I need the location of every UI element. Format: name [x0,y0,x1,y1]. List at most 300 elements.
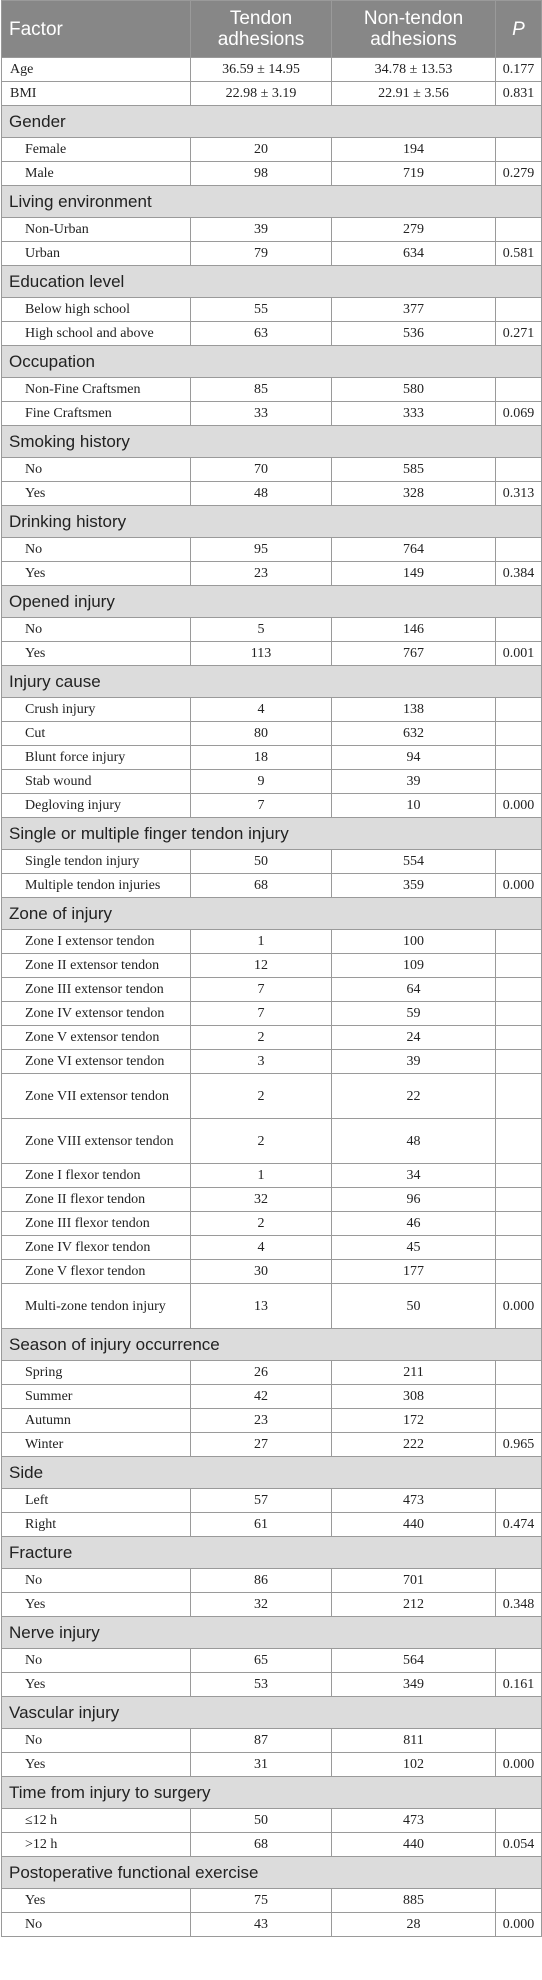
row-label: Blunt force injury [2,746,191,770]
group-label: Fracture [2,1537,542,1569]
p-value-cell [496,458,542,482]
tendon-adhesions-cell: 87 [191,1729,332,1753]
table-row [2,1569,542,1593]
table-row [2,618,542,642]
non-tendon-adhesions-cell: 279 [332,218,496,242]
row-label: Single tendon injury [2,850,191,874]
row-label: Zone IV flexor tendon [2,1236,191,1260]
table-row [2,298,542,322]
table-row [2,1236,542,1260]
p-value-cell: 0.000 [496,794,542,818]
table-row [2,322,542,346]
non-tendon-adhesions-cell: 212 [332,1593,496,1617]
row-label: >12 h [2,1833,191,1857]
p-value-cell: 0.348 [496,1593,542,1617]
non-tendon-adhesions-cell: 94 [332,746,496,770]
tendon-adhesions-cell: 23 [191,1409,332,1433]
p-value-cell [496,954,542,978]
p-value-cell [496,1260,542,1284]
table-row [2,82,542,106]
tendon-adhesions-cell: 31 [191,1753,332,1777]
p-value-cell [496,1889,542,1913]
table-row [2,1673,542,1697]
table-row [2,1361,542,1385]
non-tendon-adhesions-cell: 222 [332,1433,496,1457]
row-label: Cut [2,722,191,746]
row-label: Multi-zone tendon injury [2,1284,191,1329]
row-label: Summer [2,1385,191,1409]
table-row [2,874,542,898]
table-row [2,458,542,482]
row-label: Zone III extensor tendon [2,978,191,1002]
non-tendon-adhesions-cell: 701 [332,1569,496,1593]
non-tendon-adhesions-cell: 194 [332,138,496,162]
row-label: Yes [2,1673,191,1697]
row-label: Zone V flexor tendon [2,1260,191,1284]
tendon-adhesions-cell: 65 [191,1649,332,1673]
table-row [2,978,542,1002]
p-value-cell [496,930,542,954]
row-label: Zone III flexor tendon [2,1212,191,1236]
tendon-adhesions-cell: 13 [191,1284,332,1329]
group-header-row [2,186,542,218]
non-tendon-adhesions-cell: 328 [332,482,496,506]
non-tendon-adhesions-cell: 349 [332,1673,496,1697]
group-header-row [2,586,542,618]
group-header-row [2,266,542,298]
p-value-cell: 0.001 [496,642,542,666]
p-value-cell [496,698,542,722]
p-value-cell [496,1361,542,1385]
table-row [2,1188,542,1212]
row-label: Urban [2,242,191,266]
p-value-cell [496,298,542,322]
table-row [2,1074,542,1119]
group-label: Season of injury occurrence [2,1329,542,1361]
row-label: Yes [2,642,191,666]
non-tendon-adhesions-cell: 48 [332,1119,496,1164]
header-non-tendon-adhesions: Non-tendon adhesions [332,1,496,58]
non-tendon-adhesions-cell: 564 [332,1649,496,1673]
non-tendon-adhesions-cell: 39 [332,1050,496,1074]
group-label: Single or multiple finger tendon injury [2,818,542,850]
non-tendon-adhesions-cell: 28 [332,1913,496,1937]
non-tendon-adhesions-cell: 46 [332,1212,496,1236]
non-tendon-adhesions-cell: 146 [332,618,496,642]
tendon-adhesions-cell: 26 [191,1361,332,1385]
table-row [2,770,542,794]
table-row [2,1809,542,1833]
non-tendon-adhesions-cell: 634 [332,242,496,266]
non-tendon-adhesions-cell: 22 [332,1074,496,1119]
tendon-adhesions-cell: 9 [191,770,332,794]
group-header-row [2,426,542,458]
p-value-cell [496,1729,542,1753]
tendon-adhesions-cell: 4 [191,1236,332,1260]
table-row [2,1729,542,1753]
p-value-cell [496,1569,542,1593]
table-row [2,1513,542,1537]
non-tendon-adhesions-cell: 632 [332,722,496,746]
p-value-cell [496,1119,542,1164]
table-row [2,482,542,506]
p-value-cell: 0.965 [496,1433,542,1457]
row-label: Yes [2,1593,191,1617]
non-tendon-adhesions-cell: 24 [332,1026,496,1050]
table-row [2,1593,542,1617]
row-label: Male [2,162,191,186]
group-label: Zone of injury [2,898,542,930]
p-value-cell [496,1409,542,1433]
row-label: Zone II extensor tendon [2,954,191,978]
p-value-cell: 0.000 [496,1913,542,1937]
non-tendon-adhesions-cell: 109 [332,954,496,978]
p-value-cell: 0.831 [496,82,542,106]
p-value-cell: 0.069 [496,402,542,426]
tendon-adhesions-cell: 5 [191,618,332,642]
tendon-adhesions-cell: 1 [191,930,332,954]
tendon-adhesions-cell: 20 [191,138,332,162]
p-value-cell: 0.581 [496,242,542,266]
p-value-cell [496,1050,542,1074]
row-label: Spring [2,1361,191,1385]
group-label: Nerve injury [2,1617,542,1649]
p-value-cell [496,1236,542,1260]
group-header-row [2,1857,542,1889]
non-tendon-adhesions-cell: 719 [332,162,496,186]
non-tendon-adhesions-cell: 536 [332,322,496,346]
row-label: Multiple tendon injuries [2,874,191,898]
row-label: Non-Urban [2,218,191,242]
tendon-adhesions-cell: 32 [191,1593,332,1617]
row-label: No [2,1569,191,1593]
group-header-row [2,106,542,138]
row-label: Zone VI extensor tendon [2,1050,191,1074]
non-tendon-adhesions-cell: 10 [332,794,496,818]
table-row [2,1433,542,1457]
header-factor: Factor [2,1,191,58]
non-tendon-adhesions-cell: 811 [332,1729,496,1753]
p-value-cell: 0.271 [496,322,542,346]
group-label: Postoperative functional exercise [2,1857,542,1889]
table-row [2,1649,542,1673]
row-label: Non-Fine Craftsmen [2,378,191,402]
tendon-adhesions-cell: 80 [191,722,332,746]
non-tendon-adhesions-cell: 39 [332,770,496,794]
tendon-adhesions-cell: 18 [191,746,332,770]
group-label: Smoking history [2,426,542,458]
row-label: Zone I extensor tendon [2,930,191,954]
non-tendon-adhesions-cell: 885 [332,1889,496,1913]
row-label: ≤12 h [2,1809,191,1833]
p-value-cell [496,1074,542,1119]
p-value-cell [496,1212,542,1236]
row-label: Yes [2,562,191,586]
row-label: No [2,458,191,482]
tendon-adhesions-cell: 32 [191,1188,332,1212]
p-value-cell [496,1026,542,1050]
p-value-cell [496,138,542,162]
p-value-cell [496,618,542,642]
tendon-adhesions-cell: 86 [191,1569,332,1593]
tendon-adhesions-cell: 55 [191,298,332,322]
table-row [2,746,542,770]
row-label: Yes [2,1753,191,1777]
non-tendon-adhesions-cell: 554 [332,850,496,874]
table-row [2,1119,542,1164]
row-label: Left [2,1489,191,1513]
group-label: Opened injury [2,586,542,618]
tendon-adhesions-cell: 85 [191,378,332,402]
non-tendon-adhesions-cell: 172 [332,1409,496,1433]
table-row [2,162,542,186]
table-row [2,402,542,426]
group-header-row [2,1617,542,1649]
p-value-cell [496,1188,542,1212]
row-label: Zone VIII extensor tendon [2,1119,191,1164]
tendon-adhesions-cell: 3 [191,1050,332,1074]
table-row [2,562,542,586]
group-header-row [2,1329,542,1361]
tendon-adhesions-cell: 61 [191,1513,332,1537]
non-tendon-adhesions-cell: 50 [332,1284,496,1329]
non-tendon-adhesions-cell: 22.91 ± 3.56 [332,82,496,106]
row-label: No [2,1649,191,1673]
row-label: Fine Craftsmen [2,402,191,426]
group-header-row [2,1457,542,1489]
p-value-cell: 0.384 [496,562,542,586]
row-label: No [2,618,191,642]
p-value-cell: 0.000 [496,1284,542,1329]
table-row [2,1385,542,1409]
row-label: No [2,538,191,562]
non-tendon-adhesions-cell: 177 [332,1260,496,1284]
non-tendon-adhesions-cell: 585 [332,458,496,482]
row-label: BMI [2,82,191,106]
tendon-adhesions-cell: 4 [191,698,332,722]
row-label: Zone II flexor tendon [2,1188,191,1212]
p-value-cell [496,746,542,770]
table-row [2,794,542,818]
group-label: Side [2,1457,542,1489]
tendon-adhesions-cell: 33 [191,402,332,426]
tendon-adhesions-cell: 98 [191,162,332,186]
table-row [2,1050,542,1074]
tendon-adhesions-cell: 36.59 ± 14.95 [191,58,332,82]
p-value-cell [496,1385,542,1409]
p-value-cell: 0.161 [496,1673,542,1697]
non-tendon-adhesions-cell: 211 [332,1361,496,1385]
tendon-adhesions-cell: 75 [191,1889,332,1913]
table-row [2,1002,542,1026]
p-value-cell [496,218,542,242]
non-tendon-adhesions-cell: 149 [332,562,496,586]
table-row [2,218,542,242]
p-value-cell [496,1002,542,1026]
tendon-adhesions-cell: 53 [191,1673,332,1697]
table-row [2,58,542,82]
table-row [2,378,542,402]
row-label: Zone I flexor tendon [2,1164,191,1188]
row-label: Age [2,58,191,82]
tendon-adhesions-cell: 63 [191,322,332,346]
table-row [2,850,542,874]
non-tendon-adhesions-cell: 473 [332,1809,496,1833]
group-header-row [2,818,542,850]
table-row [2,1212,542,1236]
group-header-row [2,666,542,698]
row-label: Autumn [2,1409,191,1433]
p-value-cell [496,722,542,746]
row-label: High school and above [2,322,191,346]
p-value-cell [496,378,542,402]
data-table [1,0,542,1937]
table-row [2,138,542,162]
group-header-row [2,1537,542,1569]
row-label: Zone V extensor tendon [2,1026,191,1050]
tendon-adhesions-cell: 30 [191,1260,332,1284]
table-row [2,1913,542,1937]
p-value-cell: 0.177 [496,58,542,82]
tendon-adhesions-cell: 68 [191,1833,332,1857]
tendon-adhesions-cell: 50 [191,1809,332,1833]
row-label: Stab wound [2,770,191,794]
table-row [2,538,542,562]
table-row [2,1489,542,1513]
group-label: Education level [2,266,542,298]
group-header-row [2,346,542,378]
header-tendon-adhesions: Tendon adhesions [191,1,332,58]
row-label: Zone VII extensor tendon [2,1074,191,1119]
non-tendon-adhesions-cell: 764 [332,538,496,562]
tendon-adhesions-cell: 7 [191,794,332,818]
p-value-cell: 0.000 [496,1753,542,1777]
non-tendon-adhesions-cell: 359 [332,874,496,898]
table-row [2,242,542,266]
tendon-adhesions-cell: 39 [191,218,332,242]
table-row [2,1164,542,1188]
tendon-adhesions-cell: 7 [191,978,332,1002]
table-header [2,1,542,58]
non-tendon-adhesions-cell: 96 [332,1188,496,1212]
non-tendon-adhesions-cell: 440 [332,1513,496,1537]
tendon-adhesions-cell: 2 [191,1119,332,1164]
table-row [2,1026,542,1050]
group-label: Occupation [2,346,542,378]
tendon-adhesions-cell: 68 [191,874,332,898]
p-value-cell: 0.279 [496,162,542,186]
row-label: Yes [2,1889,191,1913]
tendon-adhesions-cell: 23 [191,562,332,586]
tendon-adhesions-cell: 113 [191,642,332,666]
non-tendon-adhesions-cell: 138 [332,698,496,722]
tendon-adhesions-cell: 57 [191,1489,332,1513]
row-label: Crush injury [2,698,191,722]
tendon-adhesions-cell: 79 [191,242,332,266]
tendon-adhesions-cell: 42 [191,1385,332,1409]
row-label: No [2,1913,191,1937]
tendon-adhesions-cell: 48 [191,482,332,506]
group-label: Time from injury to surgery [2,1777,542,1809]
non-tendon-adhesions-cell: 580 [332,378,496,402]
table-row [2,1284,542,1329]
tendon-adhesions-cell: 27 [191,1433,332,1457]
table-body [2,58,542,1937]
non-tendon-adhesions-cell: 59 [332,1002,496,1026]
row-label: Below high school [2,298,191,322]
group-label: Injury cause [2,666,542,698]
row-label: Degloving injury [2,794,191,818]
table-row [2,954,542,978]
tendon-adhesions-cell: 50 [191,850,332,874]
row-label: Winter [2,1433,191,1457]
non-tendon-adhesions-cell: 473 [332,1489,496,1513]
non-tendon-adhesions-cell: 440 [332,1833,496,1857]
non-tendon-adhesions-cell: 308 [332,1385,496,1409]
row-label: Zone IV extensor tendon [2,1002,191,1026]
tendon-adhesions-cell: 2 [191,1212,332,1236]
table-row [2,1409,542,1433]
group-label: Vascular injury [2,1697,542,1729]
tendon-adhesions-cell: 2 [191,1074,332,1119]
row-label: No [2,1729,191,1753]
non-tendon-adhesions-cell: 100 [332,930,496,954]
group-label: Gender [2,106,542,138]
tendon-adhesions-cell: 12 [191,954,332,978]
p-value-cell [496,978,542,1002]
header-row [2,1,542,58]
non-tendon-adhesions-cell: 377 [332,298,496,322]
table-row [2,1833,542,1857]
table-row [2,642,542,666]
row-label: Female [2,138,191,162]
non-tendon-adhesions-cell: 34 [332,1164,496,1188]
table-row [2,1753,542,1777]
p-value-cell: 0.054 [496,1833,542,1857]
tendon-adhesions-cell: 43 [191,1913,332,1937]
p-value-cell [496,770,542,794]
p-value-cell [496,1489,542,1513]
p-value-cell [496,1164,542,1188]
table-row [2,1260,542,1284]
table-row [2,930,542,954]
row-label: Yes [2,482,191,506]
p-value-cell [496,1809,542,1833]
group-label: Drinking history [2,506,542,538]
row-label: Right [2,1513,191,1537]
table-row [2,698,542,722]
p-value-cell: 0.313 [496,482,542,506]
table-row [2,1889,542,1913]
non-tendon-adhesions-cell: 102 [332,1753,496,1777]
p-value-cell: 0.000 [496,874,542,898]
tendon-adhesions-cell: 95 [191,538,332,562]
non-tendon-adhesions-cell: 333 [332,402,496,426]
group-header-row [2,506,542,538]
tendon-adhesions-cell: 70 [191,458,332,482]
p-value-cell [496,538,542,562]
p-value-cell [496,850,542,874]
header-p-value: P [496,1,542,58]
p-value-cell [496,1649,542,1673]
group-label: Living environment [2,186,542,218]
group-header-row [2,898,542,930]
tendon-adhesions-cell: 22.98 ± 3.19 [191,82,332,106]
tendon-adhesions-cell: 7 [191,1002,332,1026]
group-header-row [2,1777,542,1809]
tendon-adhesions-cell: 1 [191,1164,332,1188]
non-tendon-adhesions-cell: 34.78 ± 13.53 [332,58,496,82]
